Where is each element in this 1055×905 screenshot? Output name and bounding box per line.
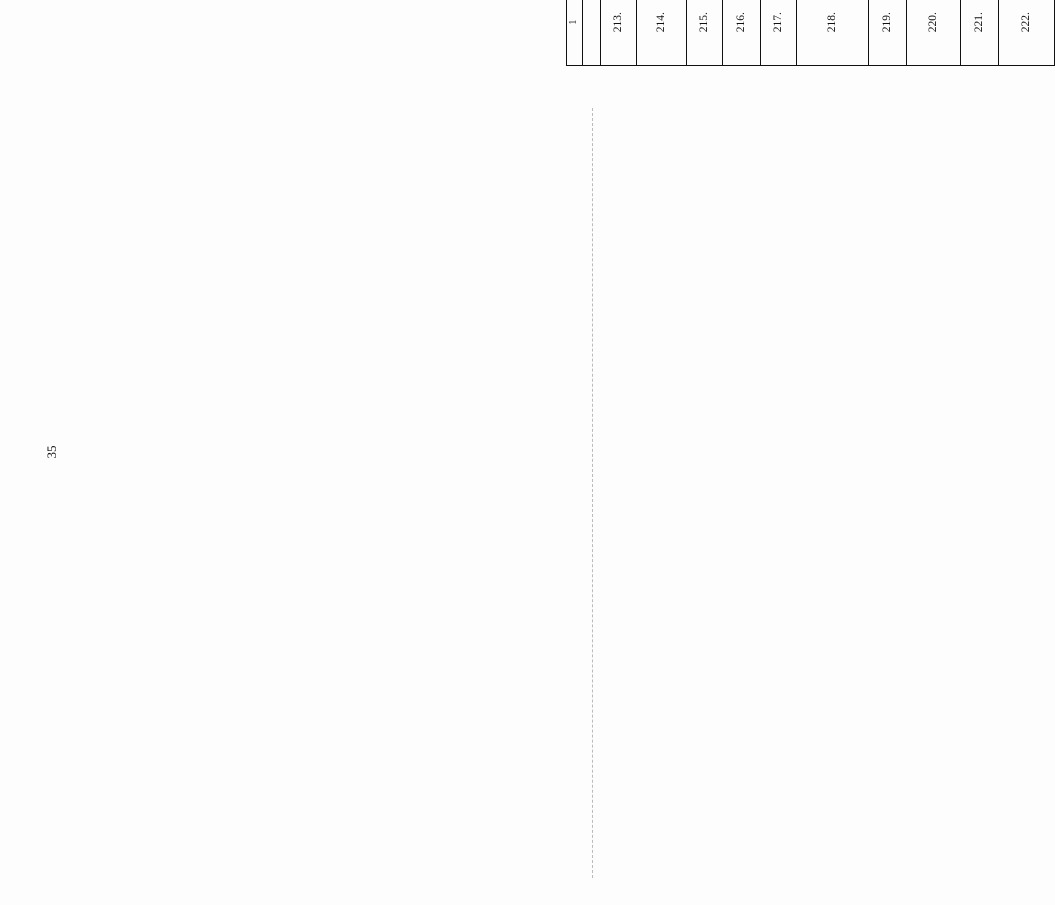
table-row: [961, 0, 999, 66]
row-number: 221.: [961, 0, 999, 66]
table-row: [601, 0, 637, 66]
table-row: [723, 0, 761, 66]
table-row: [583, 0, 601, 66]
table-row: [999, 0, 1055, 66]
row-number: 213.: [601, 0, 637, 66]
row-number: 220.: [907, 0, 961, 66]
column-number-row: [567, 0, 583, 66]
table-row: [687, 0, 723, 66]
table-row: [869, 0, 907, 66]
row-number: 222.: [999, 0, 1055, 66]
row-number: 215.: [687, 0, 723, 66]
row-number: [583, 0, 601, 66]
table-row: [907, 0, 961, 66]
column-number: 1: [567, 0, 583, 66]
table-row: [797, 0, 869, 66]
row-number: 218.: [797, 0, 869, 66]
checklist-table-body: [567, 0, 1055, 66]
page-number: 35: [44, 445, 59, 459]
row-number: 214.: [637, 0, 687, 66]
page-edge-line: [592, 108, 593, 878]
row-number: 217.: [761, 0, 797, 66]
row-number: 216.: [723, 0, 761, 66]
table-row: [637, 0, 687, 66]
checklist-table: [566, 0, 1055, 66]
rotated-page-content: [566, 0, 1034, 66]
table-row: [761, 0, 797, 66]
row-number: 219.: [869, 0, 907, 66]
